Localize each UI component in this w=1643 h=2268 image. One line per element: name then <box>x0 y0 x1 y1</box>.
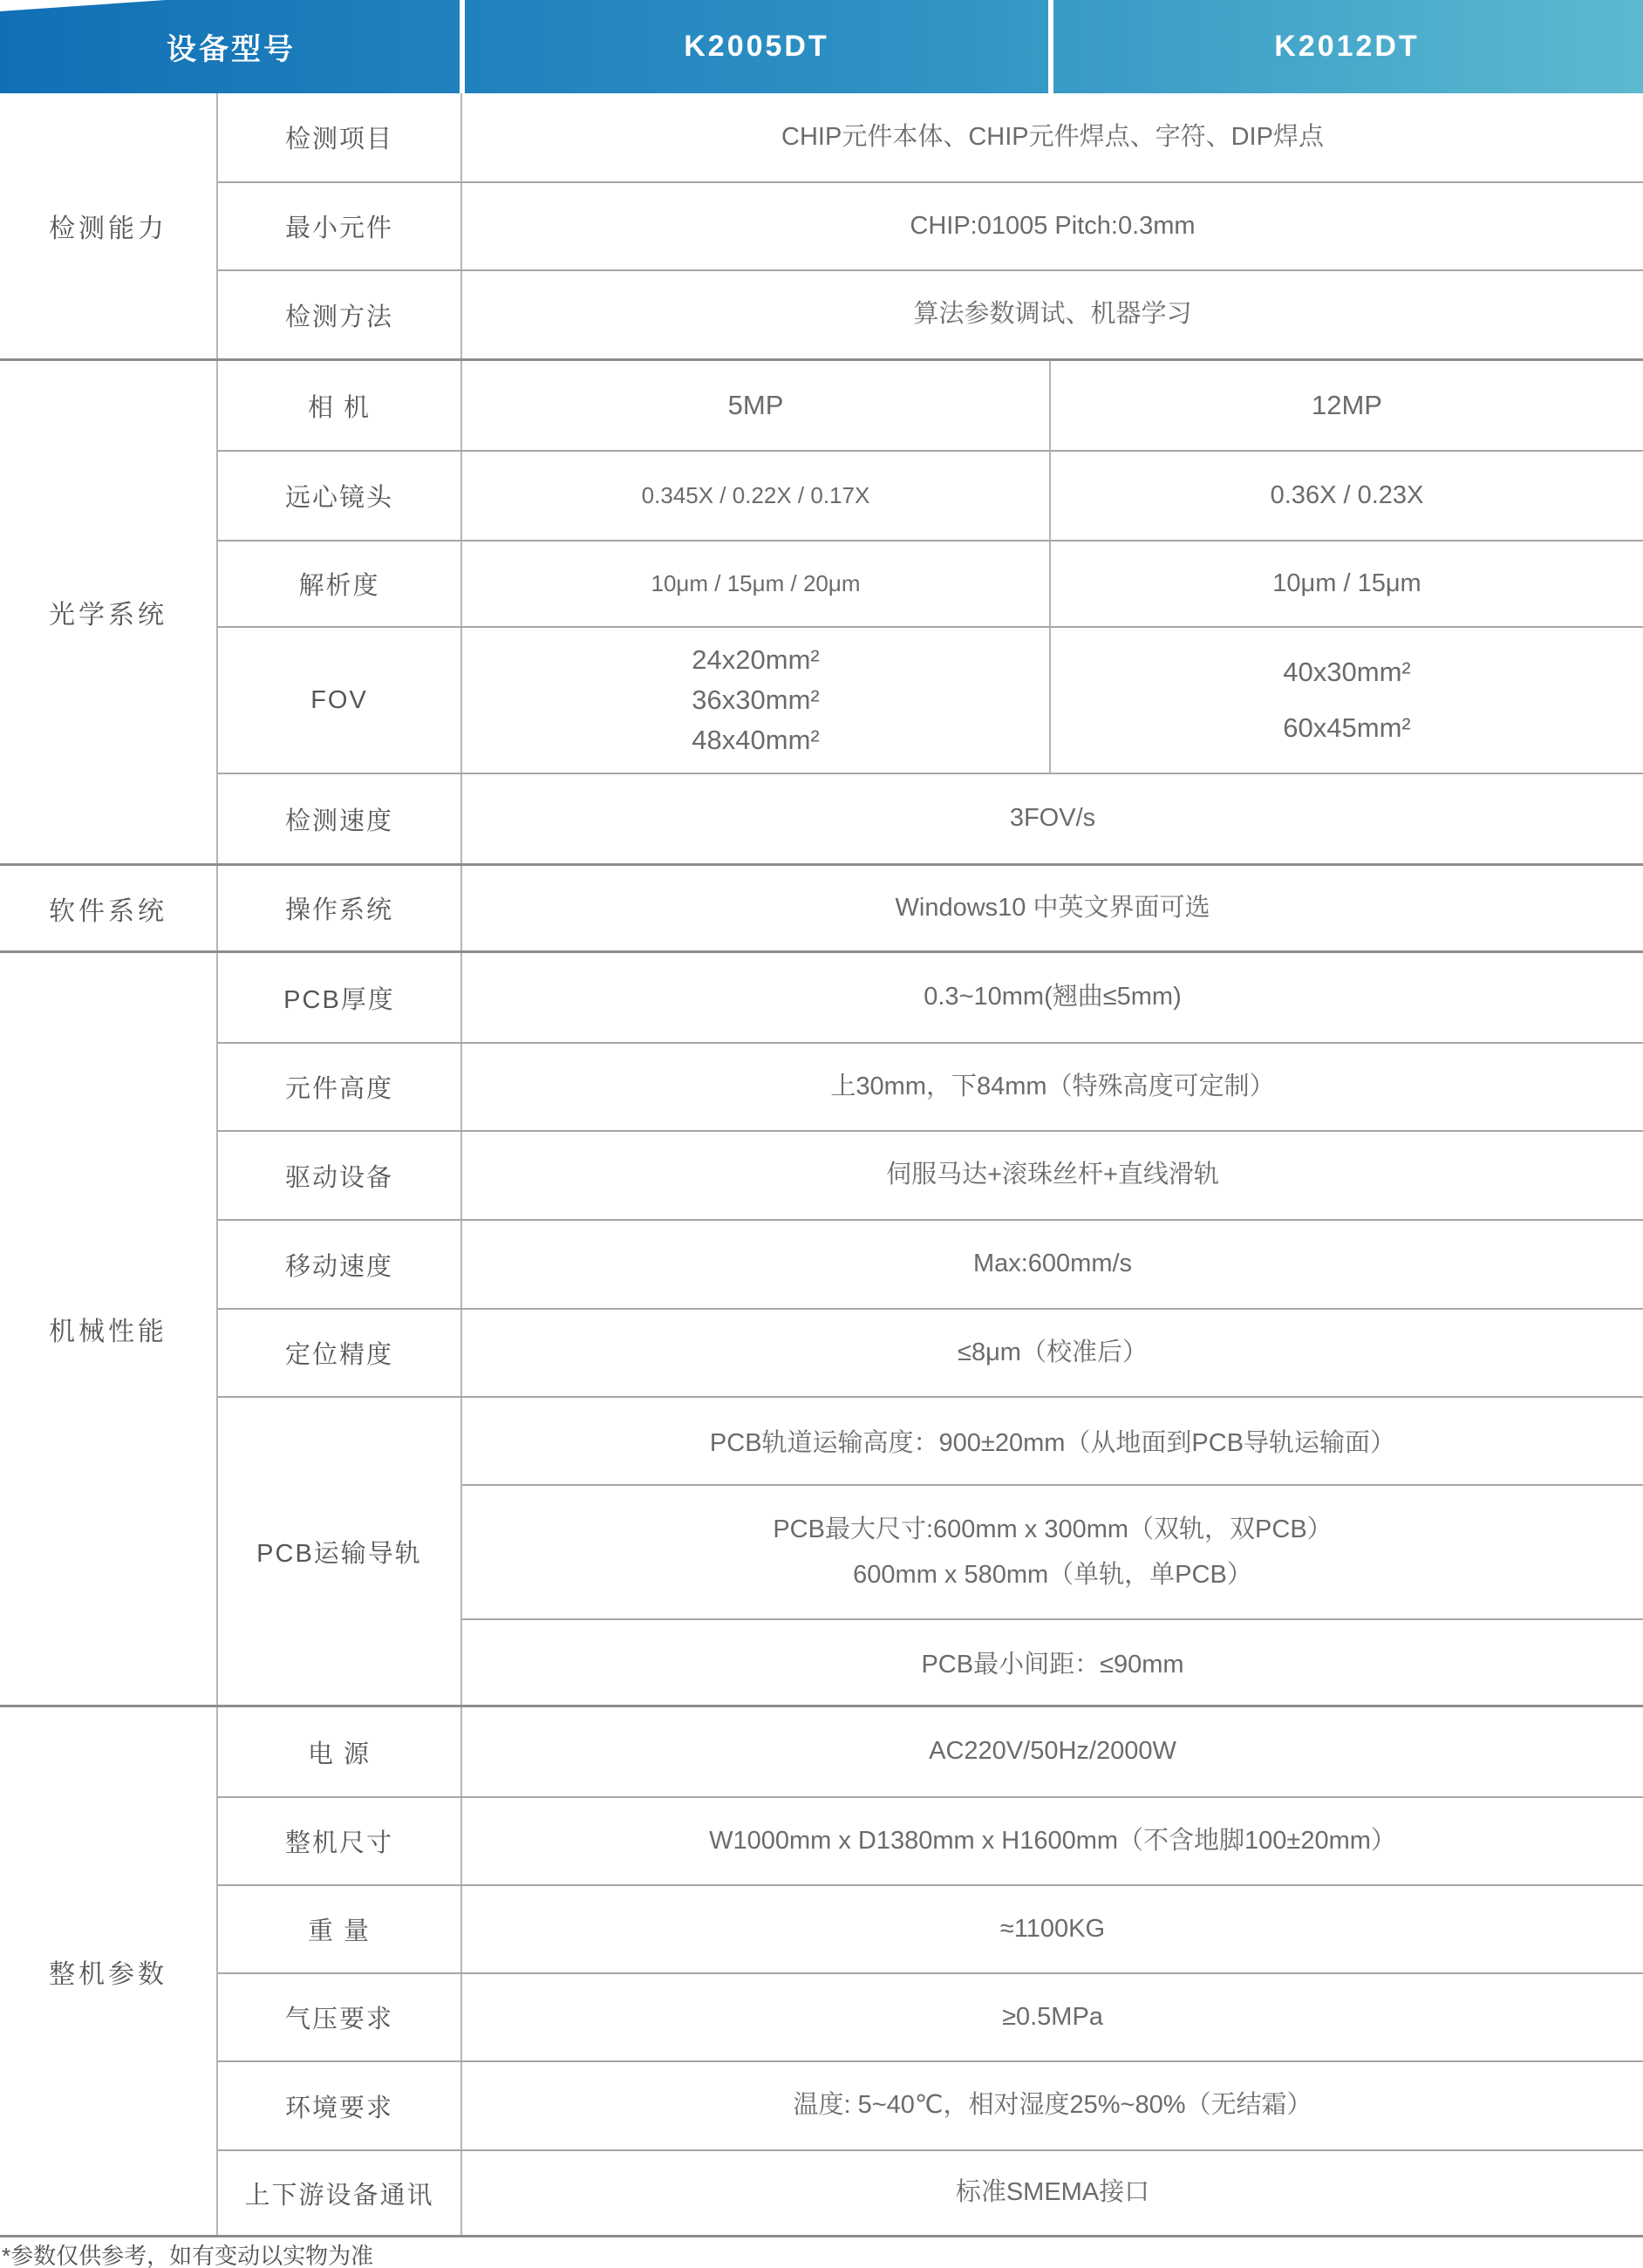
row-value-k2005dt: 0.345X / 0.22X / 0.17X <box>641 481 870 508</box>
row-label: 检测项目 <box>218 93 462 181</box>
header-separator <box>460 0 465 93</box>
row-label: 重 量 <box>218 1886 462 1972</box>
spec-row <box>218 773 1643 863</box>
spec-row <box>218 1042 1643 1130</box>
row-label: 驱动设备 <box>218 1132 462 1219</box>
section-software-system <box>0 863 1643 950</box>
subrow-line: PCB最大尺寸:600mm x 300mm（双轨，双PCB） <box>773 1515 1333 1543</box>
row-label: 远心镜头 <box>218 452 462 540</box>
spec-row <box>218 181 1643 269</box>
spec-row <box>218 1972 1643 2060</box>
row-label: 相 机 <box>218 361 462 450</box>
section-label: 整机参数 <box>0 1707 218 2235</box>
row-value-k2005dt <box>462 628 1049 773</box>
spec-row-pcb-rail-group <box>218 1396 1643 1705</box>
spec-row <box>218 2060 1643 2149</box>
row-label: PCB运输导轨 <box>218 1398 462 1705</box>
row-label: 检测方法 <box>218 271 462 358</box>
row-value: 上30mm，下84mm（特殊高度可定制） <box>830 1072 1275 1100</box>
row-value-k2012dt: 12MP <box>1049 361 1643 450</box>
fov-line: 48x40mm² <box>692 725 820 755</box>
row-label: 上下游设备通讯 <box>218 2151 462 2235</box>
row-value: 0.3~10mm(翘曲≤5mm) <box>924 983 1182 1011</box>
row-value-k2012dt: 0.36X / 0.23X <box>1049 452 1643 540</box>
fov-line: 60x45mm² <box>1283 712 1411 743</box>
row-value: 伺服马达+滚珠丝杆+直线滑轨 <box>886 1161 1219 1189</box>
row-value: Max:600mm/s <box>972 1250 1133 1278</box>
row-value: 算法参数调试、机器学习 <box>913 300 1192 329</box>
row-label: 定位精度 <box>218 1310 462 1396</box>
subrow-line: PCB最小间距：≤90mm <box>921 1650 1184 1679</box>
row-value: ≈1100KG <box>999 1914 1106 1943</box>
header-separator <box>1048 0 1053 93</box>
footnote: *参数仅供参考，如有变动以实物为准 <box>2 2242 374 2268</box>
row-value-k2005dt: 5MP <box>727 390 784 421</box>
row-label: 元件高度 <box>218 1044 462 1130</box>
row-label: 整机尺寸 <box>218 1798 462 1884</box>
spec-row-fov <box>218 626 1643 773</box>
row-label: 操作系统 <box>218 866 462 950</box>
section-label: 检测能力 <box>0 93 218 358</box>
section-label: 机械性能 <box>0 953 218 1705</box>
row-label: FOV <box>218 628 462 773</box>
row-label: 解析度 <box>218 541 462 626</box>
fov-line: 40x30mm² <box>1283 657 1411 687</box>
spec-row <box>218 1884 1643 1972</box>
row-label: 移动速度 <box>218 1221 462 1308</box>
spec-table <box>0 93 1643 2237</box>
spec-row <box>218 540 1643 626</box>
row-value: AC220V/50Hz/2000W <box>929 1737 1176 1766</box>
spec-row <box>218 1219 1643 1308</box>
spec-row <box>218 1308 1643 1396</box>
fov-line: 24x20mm² <box>692 644 820 675</box>
spec-row <box>218 269 1643 358</box>
row-label: 环境要求 <box>218 2062 462 2149</box>
spec-row <box>218 93 1643 181</box>
row-value-k2012dt <box>1049 628 1643 773</box>
row-value: 温度: 5~40℃，相对湿度25%~80%（无结霜） <box>793 2091 1312 2120</box>
row-value: Windows10 中英文界面可选 <box>895 893 1210 922</box>
pcb-rail-subrow <box>462 1618 1643 1705</box>
row-value: CHIP:01005 Pitch:0.3mm <box>910 211 1196 240</box>
row-value: ≥0.5MPa <box>1002 2002 1103 2031</box>
row-label: PCB厚度 <box>218 953 462 1042</box>
spec-row <box>218 866 1643 950</box>
section-mechanical-performance <box>0 950 1643 1705</box>
section-inspection-capability <box>0 93 1643 358</box>
spec-row <box>218 450 1643 540</box>
row-value: 3FOV/s <box>1009 804 1096 833</box>
row-value-k2005dt: 10μm / 15μm / 20μm <box>651 569 861 596</box>
spec-row <box>218 1796 1643 1884</box>
subrow-line: PCB轨道运输高度：900±20mm（从地面到PCB导轨运输面） <box>709 1429 1396 1458</box>
spec-row <box>218 1707 1643 1796</box>
table-header <box>0 0 1643 93</box>
row-value: ≤8μm（校准后） <box>958 1338 1148 1366</box>
row-label: 电 源 <box>218 1707 462 1796</box>
spec-row <box>218 2149 1643 2235</box>
section-machine-parameters <box>0 1705 1643 2235</box>
header-model-label: 设备型号 <box>167 33 296 66</box>
subrow-line: 600mm x 580mm（单轨，单PCB） <box>853 1560 1252 1589</box>
row-label: 最小元件 <box>218 183 462 269</box>
header-model-k2012dt: K2012DT <box>1274 30 1420 63</box>
pcb-rail-subrow <box>462 1484 1643 1618</box>
row-label: 检测速度 <box>218 774 462 863</box>
fov-line: 36x30mm² <box>692 684 820 715</box>
spec-row <box>218 361 1643 450</box>
section-optical-system <box>0 358 1643 863</box>
row-value-k2012dt: 10μm / 15μm <box>1049 541 1643 626</box>
row-value: 标准SMEMA接口 <box>955 2178 1150 2207</box>
spec-row <box>218 953 1643 1042</box>
row-label: 气压要求 <box>218 1974 462 2060</box>
header-model-k2005dt: K2005DT <box>684 30 829 63</box>
spec-row <box>218 1130 1643 1219</box>
row-value: W1000mm x D1380mm x H1600mm（不含地脚100±20mm） <box>709 1826 1396 1855</box>
row-value: CHIP元件本体、CHIP元件焊点、字符、DIP焊点 <box>781 122 1324 151</box>
pcb-rail-subrow <box>462 1398 1643 1484</box>
section-label: 软件系统 <box>0 866 218 950</box>
section-label: 光学系统 <box>0 361 218 863</box>
